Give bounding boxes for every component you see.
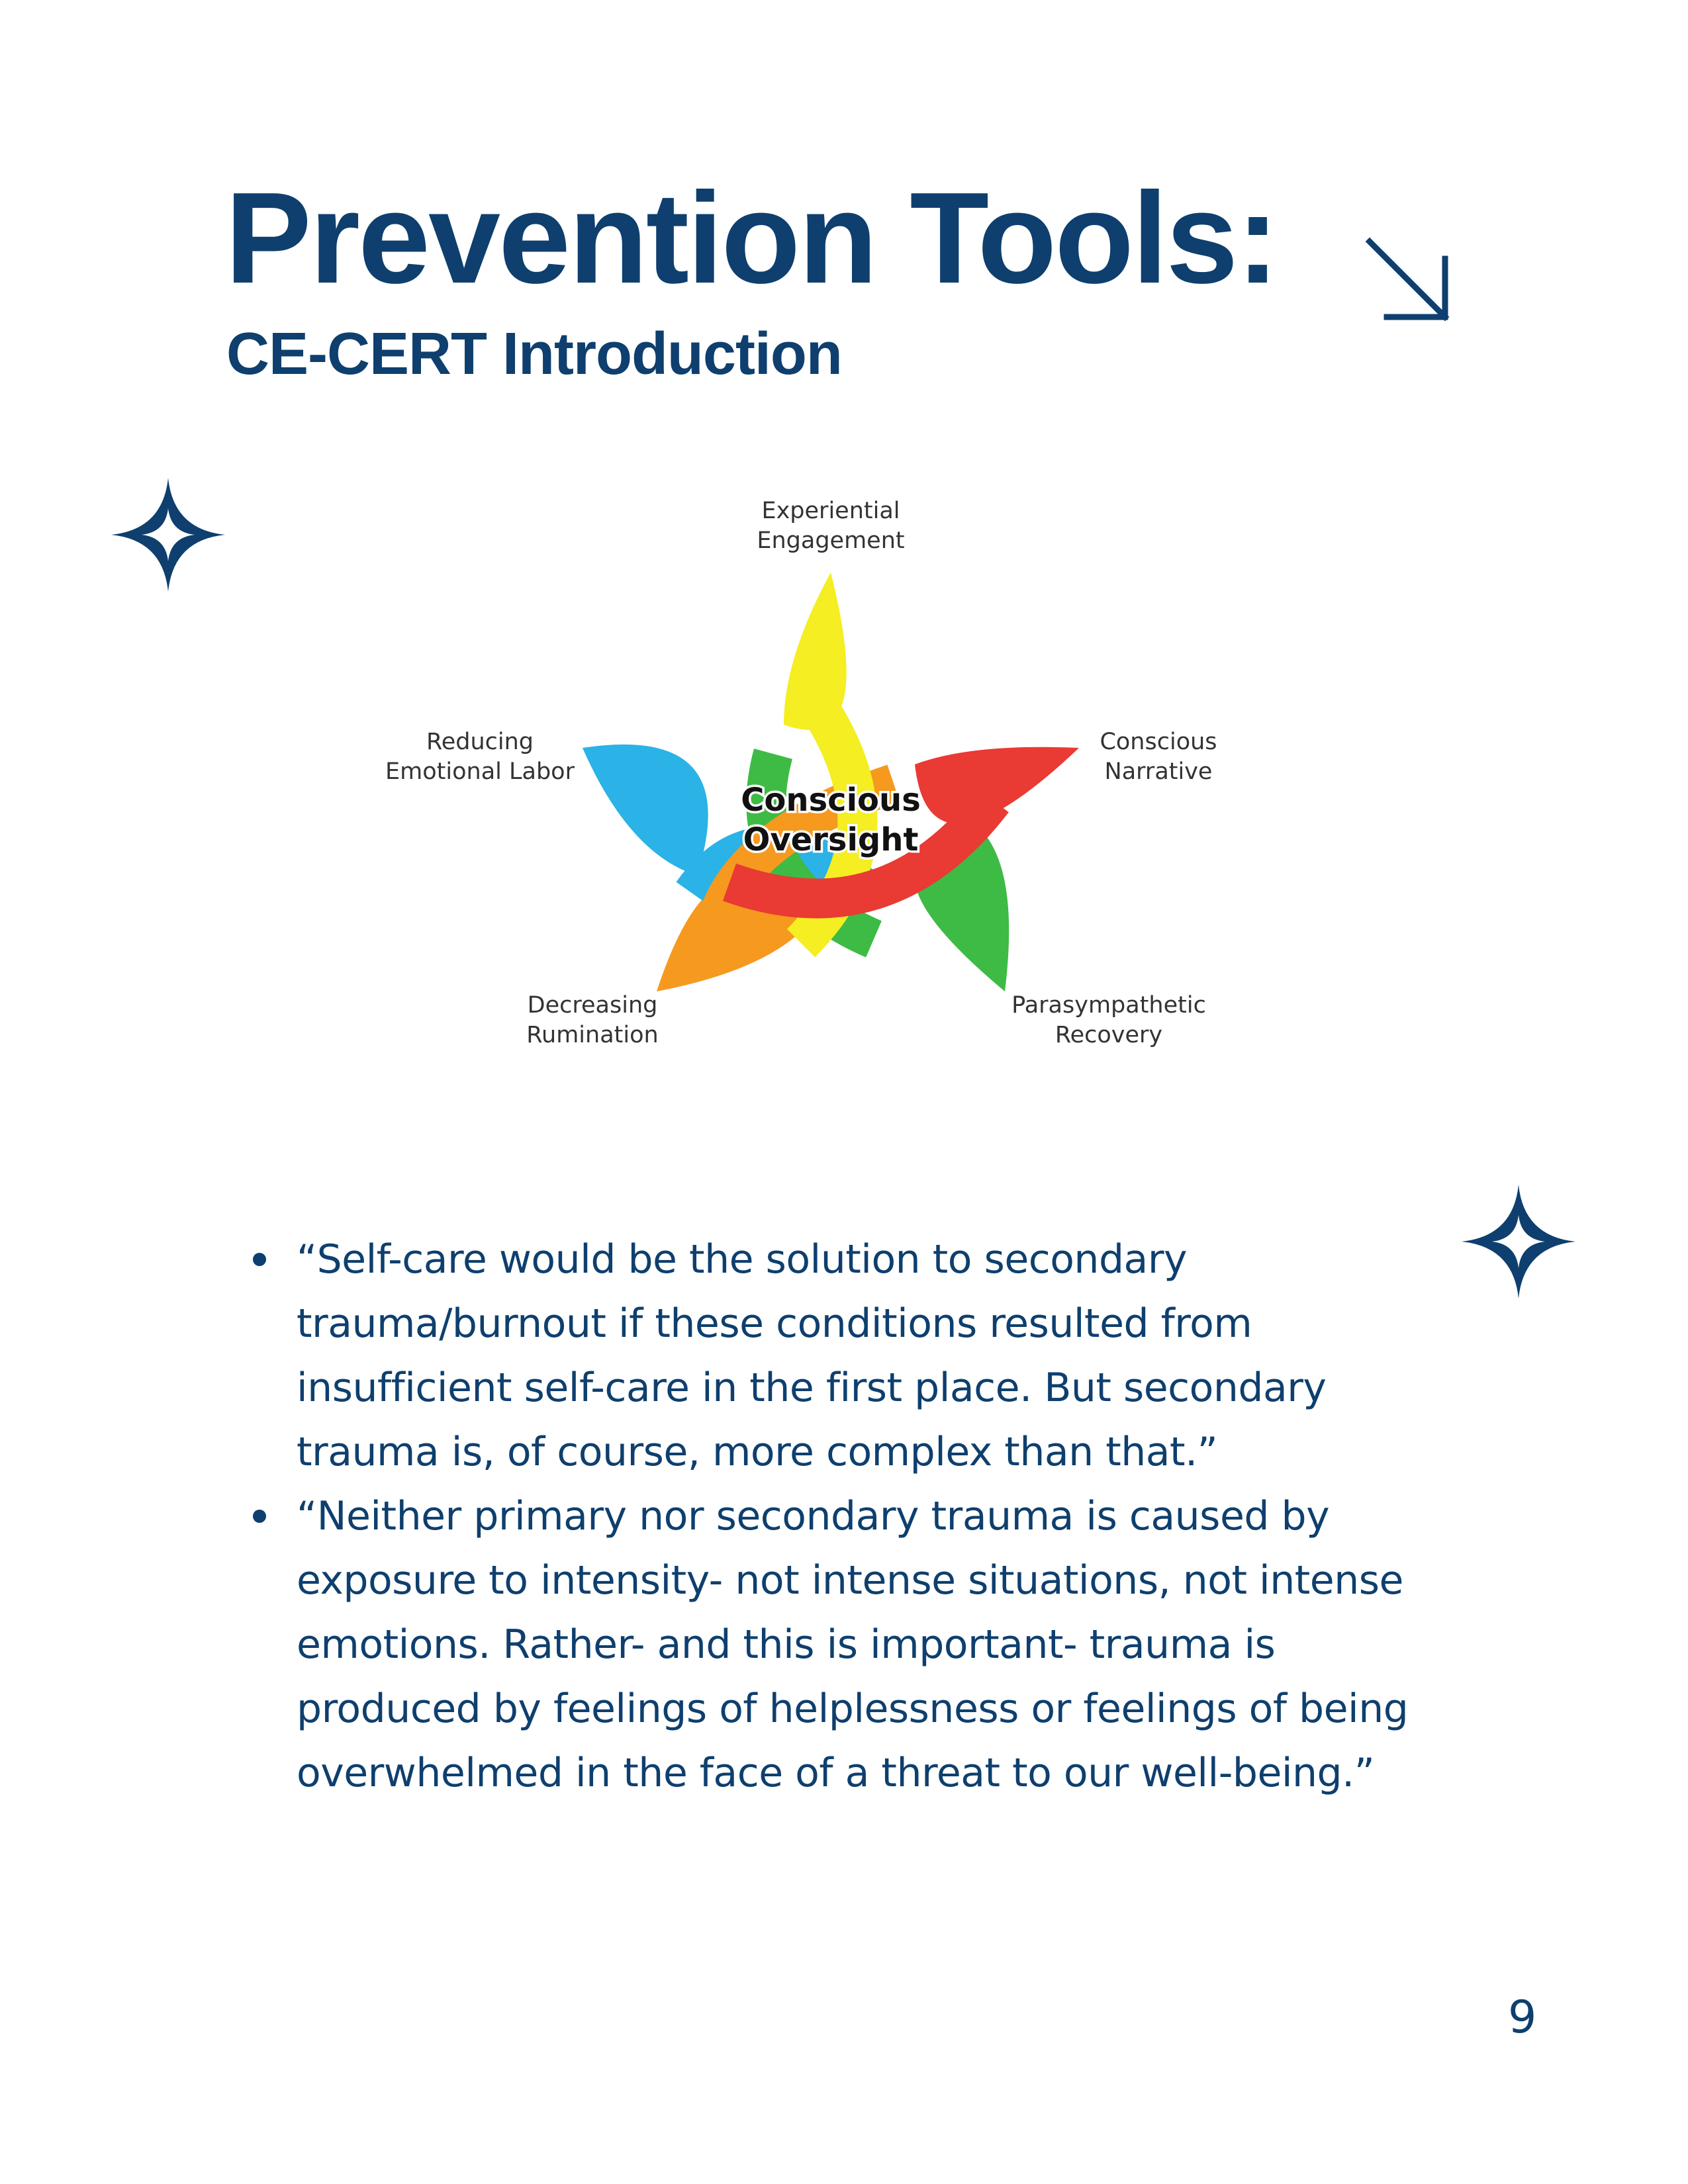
quote-line: overwhelmed in the face of a threat to our well-being.” bbox=[297, 1750, 1375, 1796]
quote-line: insufficient self-care in the first place. But secondary bbox=[297, 1365, 1327, 1411]
quote-line: “Neither primary nor secondary trauma is caused by bbox=[297, 1493, 1330, 1539]
quote-line: trauma/burnout if these conditions resulted from bbox=[297, 1300, 1252, 1347]
quote-line: trauma is, of course, more complex than that.” bbox=[297, 1429, 1218, 1475]
label-rumination-line1: Decreasing bbox=[527, 992, 658, 1019]
quote-line: “Self-care would be the solution to secondary bbox=[297, 1236, 1187, 1283]
bullet-icon bbox=[253, 1510, 266, 1523]
label-rumination-line2: Rumination bbox=[526, 1022, 659, 1048]
label-experiential-line2: Engagement bbox=[757, 527, 905, 554]
four-point-star-icon bbox=[111, 478, 225, 592]
quote-line: exposure to intensity- not intense situations, not intense bbox=[297, 1557, 1403, 1604]
petal-blue bbox=[583, 745, 708, 876]
arrow-down-right-icon bbox=[1360, 235, 1460, 334]
label-emotional-labor-line2: Emotional Labor bbox=[385, 758, 575, 785]
page-number: 9 bbox=[1508, 1991, 1537, 2044]
bullet-icon bbox=[253, 1253, 266, 1266]
ce-cert-diagram bbox=[371, 486, 1231, 1062]
label-narrative-line1: Conscious bbox=[1100, 729, 1217, 755]
center-label-line1: Conscious bbox=[741, 782, 921, 819]
quote-list bbox=[252, 1228, 1443, 1805]
page-subtitle: CE-CERT Introduction bbox=[226, 321, 842, 387]
label-experiential-line1: Experiential bbox=[761, 498, 900, 524]
label-narrative-line2: Narrative bbox=[1104, 758, 1213, 785]
four-point-star-icon bbox=[1462, 1185, 1575, 1298]
quote-line: produced by feelings of helplessness or feelings of being bbox=[297, 1686, 1409, 1732]
quote-item bbox=[252, 1484, 1443, 1805]
label-emotional-labor-line1: Reducing bbox=[426, 729, 534, 755]
label-parasympathetic-line2: Recovery bbox=[1055, 1022, 1163, 1048]
center-label-line2: Oversight bbox=[743, 821, 919, 858]
quote-line: emotions. Rather- and this is important- trauma is bbox=[297, 1621, 1276, 1668]
page-title: Prevention Tools: bbox=[225, 165, 1278, 310]
label-parasympathetic-line1: Parasympathetic bbox=[1011, 992, 1206, 1019]
quote-item bbox=[252, 1228, 1443, 1484]
